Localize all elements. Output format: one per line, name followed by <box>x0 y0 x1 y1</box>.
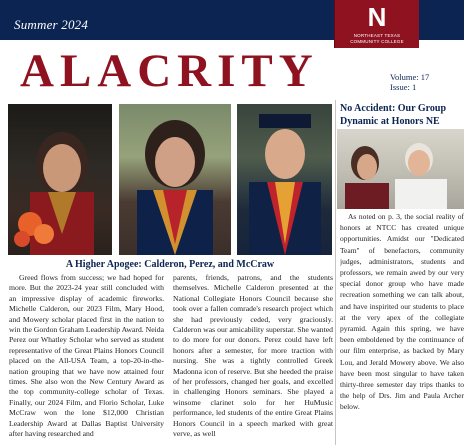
photo-calderon-art <box>8 104 112 255</box>
logo-line-2: COMMUNITY COLLEGE <box>350 39 404 44</box>
issue-number: Issue: 1 <box>390 82 417 92</box>
photo-mowery-donors <box>337 129 464 209</box>
column-divider <box>335 100 336 445</box>
main-headline: A Higher Apogee: Calderon, Perez, and McCraw <box>65 259 275 270</box>
sidebar-headline: No Accident: Our Group Dynamic at Honors NE <box>340 103 447 127</box>
photo-michelle-calderon <box>8 104 112 255</box>
sidebar-article-body: As noted on p. 3, the social reality of honors at NTCC has created unique opportunities. Amidst our "Dedicated Team" of benefactors, community judges, administrators, students and professors, we remain awed by our very special donor group who have made recreation something we can talk about, and have inspirited our students to place at the very apex of the collegiate pyramid. Again this spring, we have been emboldened by the continuance of our film enterprise, as backed by Mary Lou, and Jerald Mowery above. We also have been most singular to have taken thirty-three semester day trips thanks to the help of Drs. Jim and Paula Archer below. <box>340 212 464 412</box>
masthead-title: ALACRITY <box>20 45 319 97</box>
logo-letter: N <box>367 2 387 32</box>
photo-perez-art <box>119 104 231 255</box>
issue-season: Summer 2024 <box>14 17 89 32</box>
photo-luke-mccraw <box>237 104 332 255</box>
photo-donors-art <box>337 129 464 209</box>
main-article-column-2: parents, friends, patrons, and the students themselves. Michelle Calderon presented at the National Collegiate Honors Council because she took over a fallen comrade's research project which she had previously ceded, very graciously. Calderon was our amicability superstar. She wanted to do more for our donors. Perez could have left honors after a semester, for more traction with nursing. She was a tightly controlled Greek Madonna icon of reserve. But she heeded the praise of her professors, changed her goals, and excelled in challenging Honors seminars. She played a winsome clarinet solo for her HuMusic performance, led students of the entire Great Plains Honors Council in a speech marked with great verve, as well <box>173 273 333 439</box>
volume-number: Volume: 17 <box>390 72 430 82</box>
main-article-column-1: Greed flows from success; we had hoped for more. But the 2023-24 year still concluded with an impressive display of academic fireworks. Michelle Calderon, our 2023 Film, Mary Hood, and Mowery scholar placed first in the nation to win the Gordon Graham Leadership Award. Neida Perez our Whatley Scholar who served as student representative of the Great Plains Honors Council placed on the All-USA Team, a top-20-in-the-nation grouping that we have now attained four times. She also won the New Century Award as the top community-college scholar of Texas. Finally, our 2024 Film, and Florio Scholar, Luke McCraw won the lone $12,000 Christian Leadership Award at Dallas Baptist University after having researched and <box>9 273 164 439</box>
photo-neida-perez <box>119 104 231 255</box>
photo-mccraw-art <box>237 104 332 255</box>
logo-line-1: NORTHEAST TEXAS <box>353 33 401 38</box>
college-logo <box>334 0 419 48</box>
